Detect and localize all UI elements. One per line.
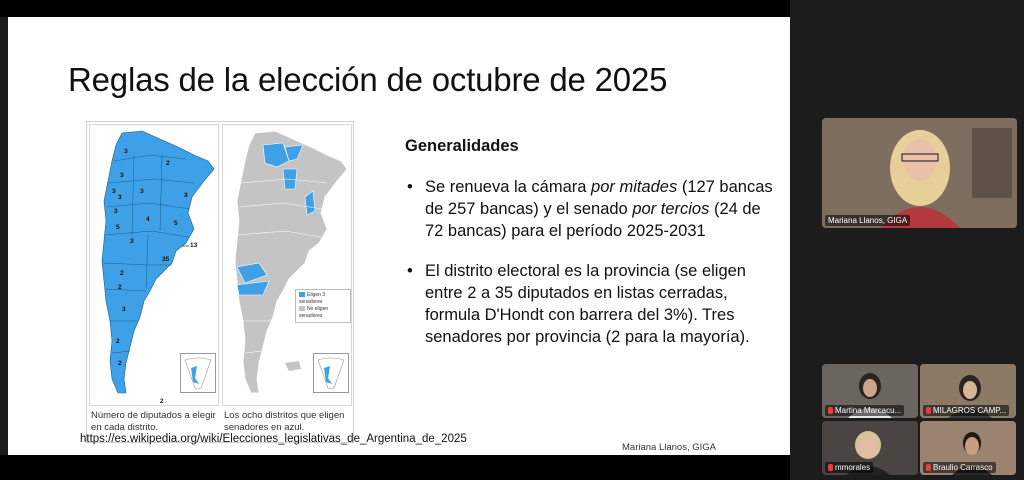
slide-content: [405, 137, 775, 366]
participant-name: [825, 405, 904, 416]
participant-tile[interactable]: [822, 421, 918, 475]
map-number: 3: [120, 172, 124, 179]
map-legend: [295, 289, 351, 323]
map-left-caption: Número de diputados a elegir en cada distrito.: [91, 410, 216, 433]
slide-credit: Mariana Llanos, GIGA: [622, 442, 716, 453]
map-senadores: [222, 124, 352, 406]
participant-name: [923, 405, 1009, 416]
map-number: 2: [120, 270, 124, 277]
bullet-text: (127 bancas de 257 bancas) y el senado: [425, 178, 773, 218]
mic-muted-icon: [828, 407, 833, 414]
map-number: 2: [118, 360, 122, 367]
bullet-emphasis: por mitades: [591, 178, 678, 196]
map-number: 3: [112, 188, 116, 195]
map-number: 35: [162, 256, 170, 263]
mic-muted-icon: [926, 407, 931, 414]
source-url: https://es.wikipedia.org/wiki/Elecciones_legislativas_de_Argentina_de_2025: [80, 433, 467, 445]
map-number: 3: [124, 148, 128, 155]
legend-label-gray: No eligen senadores: [299, 306, 329, 319]
map-diputados: [89, 124, 219, 406]
top-bar: [0, 0, 790, 17]
speaker-name: Mariana Llanos, GIGA: [825, 215, 910, 226]
map-number: 2: [118, 284, 122, 291]
map-number: 3: [114, 208, 118, 215]
map-number: 3: [140, 188, 144, 195]
map-number: 5: [174, 220, 178, 227]
participant-name-text: MILAGROS CAMP...: [933, 406, 1007, 415]
map-number: 3: [122, 306, 126, 313]
bullet-emphasis: por tercios: [632, 200, 710, 218]
bullet-text: Se renueva la cámara: [425, 178, 592, 196]
bottom-bar: [0, 455, 790, 480]
map-number: 2: [116, 338, 120, 345]
argentina-maps-figure: [86, 121, 354, 443]
participant-name-text: Braulio Carrasco: [933, 463, 993, 472]
participant-name: [923, 462, 996, 473]
shared-slide: [8, 17, 790, 455]
slide-title: Reglas de la elección de octubre de 2025: [68, 61, 668, 98]
legend-swatch-gray: [299, 306, 305, 311]
section-heading: Generalidades: [405, 137, 519, 155]
map-right-caption: Los ocho distritos que eligen senadores en azul.: [224, 410, 345, 433]
antarctica-inset: [313, 353, 349, 393]
map-number: 3: [118, 194, 122, 201]
bullet-renovacion: [405, 176, 775, 242]
antarctica-inset: [180, 353, 216, 393]
mic-muted-icon: [926, 464, 931, 471]
legend-swatch-blue: [299, 292, 305, 297]
participant-name-text: Martina Marcacu...: [835, 406, 902, 415]
bullet-distrito: • El distrito electoral es la provincia (se eligen entre 2 a 35 diputados en listas cerradas, formula D'Hondt con barrera del 3%). Tres senadores por provincia (2 para la mayoría).: [405, 260, 775, 348]
mic-muted-icon: [828, 464, 833, 471]
map-number: 4: [146, 216, 150, 223]
participant-tile[interactable]: [920, 364, 1016, 418]
map-number: 2: [160, 398, 164, 405]
map-number: 3: [184, 192, 188, 199]
map-number: 2: [166, 160, 170, 167]
map-number: 3: [130, 238, 134, 245]
speaker-video-tile[interactable]: [822, 118, 1017, 228]
speaker-avatar: [822, 118, 1017, 228]
map-number: 5: [116, 224, 120, 231]
participant-tile[interactable]: [822, 364, 918, 418]
bullet-text: (24 de 72 bancas) para el período 2025-2031: [425, 200, 761, 240]
legend-label-blue: Eligen 3 senadores: [299, 292, 326, 305]
participant-name: [825, 462, 873, 473]
map-number: 13: [190, 242, 198, 249]
participant-name-text: mmorales: [835, 463, 871, 472]
participant-tile[interactable]: [920, 421, 1016, 475]
